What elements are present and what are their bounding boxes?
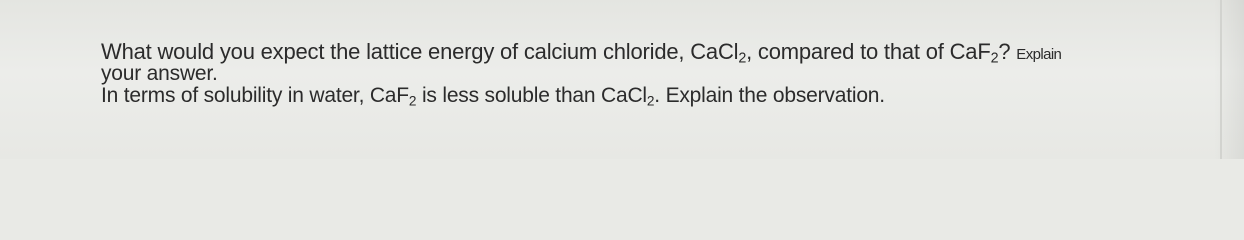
question-2-subscript-2: 2 — [646, 93, 655, 109]
question-1-text-part-2: , compared to that of CaF — [746, 39, 991, 64]
question-1-text-part-1: What would you expect the lattice energy of calcium chloride, CaCl — [101, 39, 739, 64]
question-1-subscript-2: 2 — [990, 50, 999, 67]
question-2-subscript-1: 2 — [408, 93, 417, 109]
question-text-block — [101, 40, 1211, 108]
question-1-subscript-1: 2 — [738, 50, 747, 67]
question-2-text-part-3: . Explain the observation. — [654, 84, 885, 107]
question-1-line-1 — [101, 39, 1211, 67]
paper-fold-edge — [1220, 0, 1222, 159]
question-1-text-part-3: ? — [998, 39, 1017, 64]
paper-shadow — [1214, 0, 1244, 159]
question-1-text-tail: Explain — [1016, 46, 1062, 63]
question-2-text-part-2: is less soluble than CaCl — [416, 84, 647, 107]
question-2-text-part-1: In terms of solubility in water, CaF — [101, 84, 409, 107]
question-2-line — [101, 84, 1211, 108]
question-1-line-2: your answer. — [101, 62, 218, 85]
